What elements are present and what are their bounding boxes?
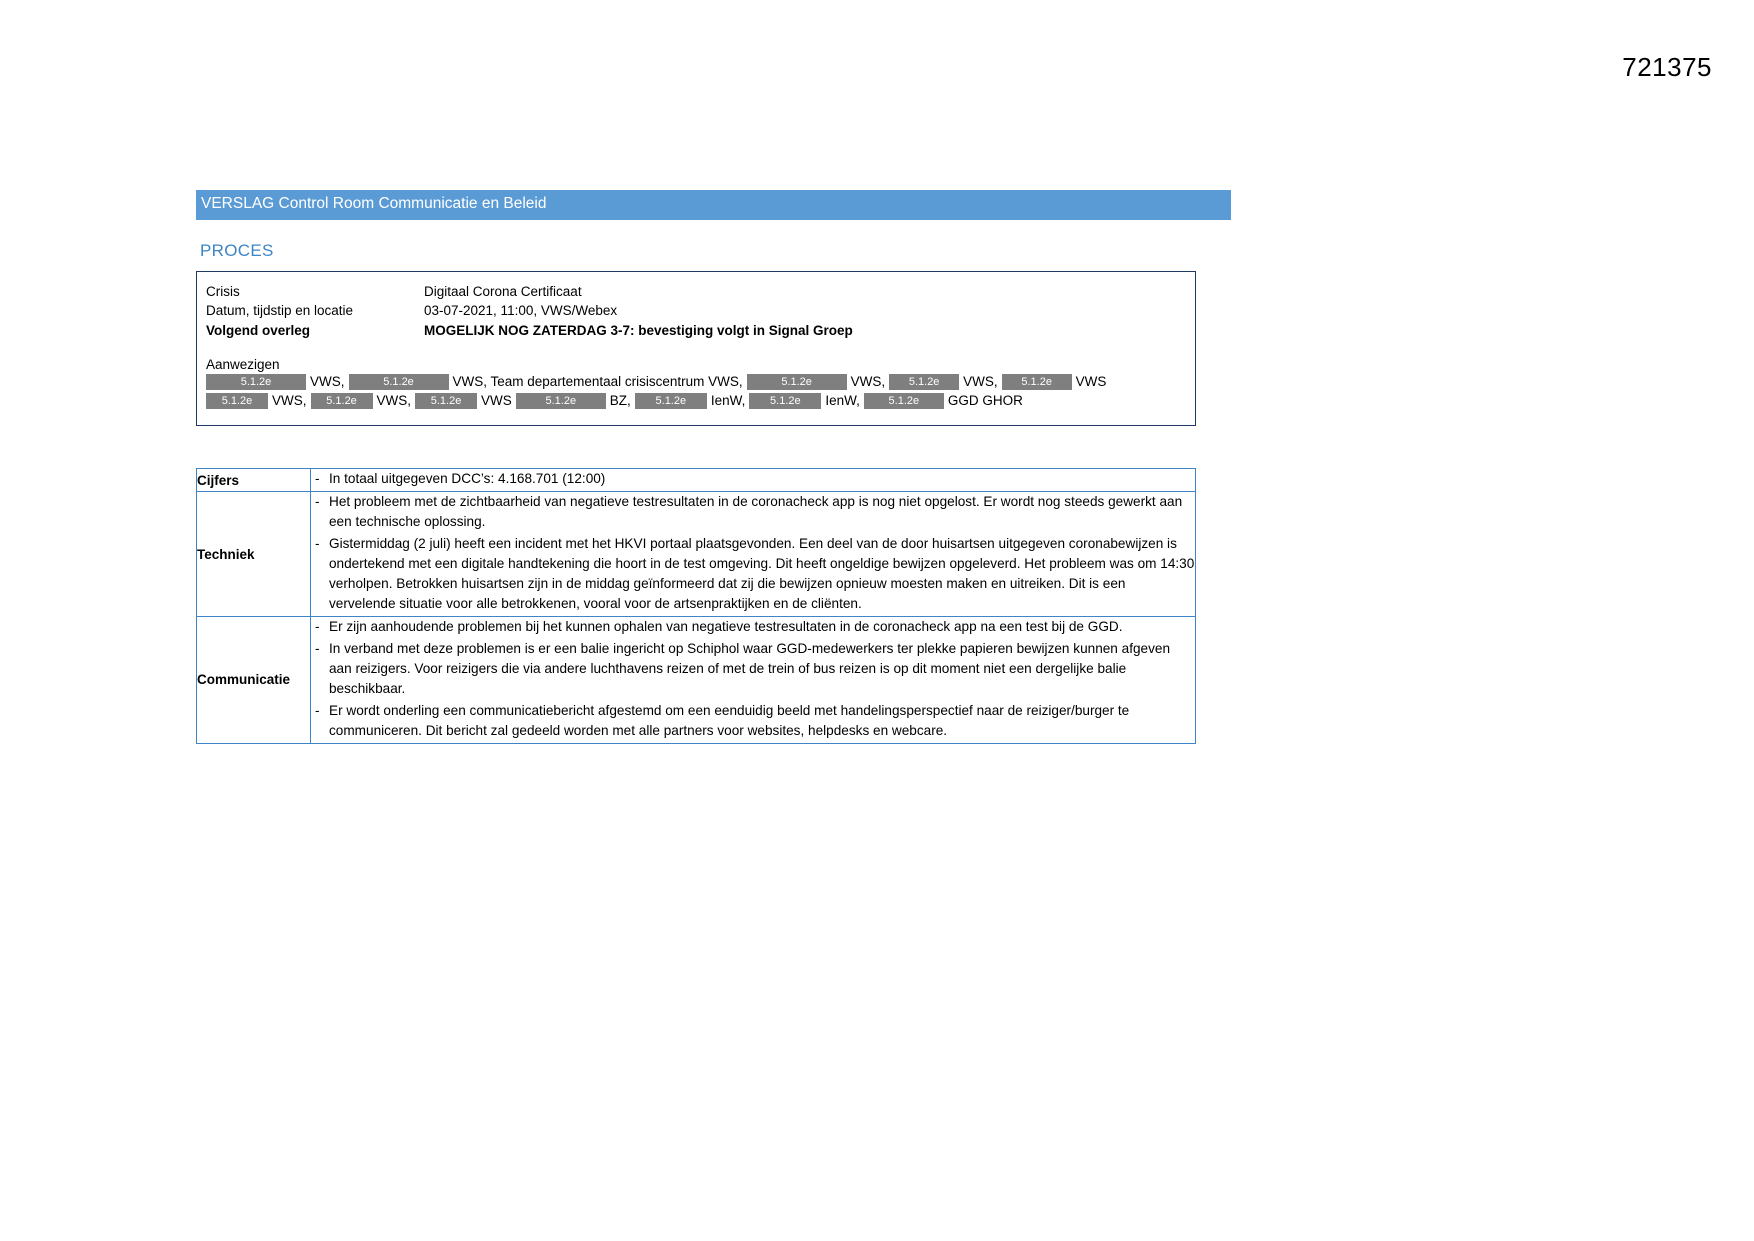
redaction-block: 5.1.2e <box>747 374 847 390</box>
document-title-bar: VERSLAG Control Room Communicatie en Beleid <box>196 190 1231 220</box>
meta-value-datum: 03-07-2021, 11:00, VWS/Webex <box>424 303 618 319</box>
bullet-item: - In totaal uitgegeven DCC’s: 4.168.701 (12:00) <box>311 469 1195 489</box>
table-row-content <box>311 617 1196 744</box>
meta-row-crisis <box>197 282 1195 302</box>
table-row-label: Cijfers <box>197 469 311 492</box>
meta-row-datum <box>197 301 1195 321</box>
redaction-block: 5.1.2e <box>889 374 959 390</box>
attendee-org-label: VWS, <box>376 393 412 409</box>
attendee-org-label: VWS, <box>850 374 886 390</box>
attendee-org-label: VWS, <box>963 374 998 390</box>
meta-row-volgend-overleg <box>197 321 1195 341</box>
table-row-label: Techniek <box>197 492 311 617</box>
bullet-item: - In verband met deze problemen is er een balie ingericht op Schiphol waar GGD-medewerkers ter plekke papieren bewijzen kunnen afgeven aan reizigers. Voor reizigers die via andere luchthavens reizen of met de trein of bus reizen is op dit moment niet een dergelijke balie beschikbaar. <box>311 639 1195 699</box>
attendee-org-label: VWS, Team departementaal crisiscentrum VWS, <box>452 374 743 390</box>
attendee-list <box>197 373 1195 409</box>
redaction-block: 5.1.2e <box>516 393 606 409</box>
table-row-label: Communicatie <box>197 617 311 744</box>
table-row <box>197 492 1196 617</box>
redaction-block: 5.1.2e <box>206 393 268 409</box>
redaction-block: 5.1.2e <box>1002 374 1072 390</box>
redaction-block: 5.1.2e <box>864 393 944 409</box>
redaction-block: 5.1.2e <box>349 374 449 390</box>
bullet-item: - Er wordt onderling een communicatiebericht afgestemd om een eenduidig beeld met handelingsperspectief naar de reiziger/burger te communiceren. Dit bericht zal gedeeld worden met alle partners voor websites, helpdesks en webcare. <box>311 701 1195 741</box>
redaction-block: 5.1.2e <box>749 393 821 409</box>
meta-value-volgend-overleg: MOGELIJK NOG ZATERDAG 3-7: bevestiging volgt in Signal Groep <box>424 322 853 338</box>
attendee-org-label: VWS, <box>272 393 307 409</box>
meta-label-datum: Datum, tijdstip en locatie <box>206 303 354 319</box>
meta-value-crisis: Digitaal Corona Certificaat <box>424 283 582 299</box>
table-row-content <box>311 492 1196 617</box>
section-heading-proces: PROCES <box>200 240 274 260</box>
attendee-org-label: VWS <box>1075 374 1107 390</box>
redaction-block: 5.1.2e <box>635 393 707 409</box>
page-number: 721375 <box>1622 52 1712 82</box>
attendee-org-label: BZ, <box>609 393 631 409</box>
redaction-block: 5.1.2e <box>206 374 306 390</box>
attendee-org-label: GGD GHOR <box>947 393 1023 409</box>
document-body <box>196 190 1231 744</box>
attendee-org-label: IenW, <box>710 393 746 409</box>
attendee-line <box>206 373 1195 390</box>
aanwezigen-label: Aanwezigen <box>206 357 280 373</box>
bullet-item: - Gistermiddag (2 juli) heeft een incident met het HKVI portaal plaatsgevonden. Een deel van de door huisartsen uitgegeven coronabewijzen is ondertekend met een digitale handtekening die hoort in de test omgeving. Dit heeft ongeldige bewijzen opgeleverd. Het probleem was om 14:30 verholpen. Betrokken huisartsen zijn in de middag geïnformeerd dat zij die bewijzen opnieuw moesten maken en uitreiken. Dit is een vervelende situatie voor alle betrokkenen, vooral voor de artsenpraktijken en de cliënten. <box>311 534 1195 614</box>
attendee-org-label: IenW, <box>825 393 860 409</box>
table-row <box>197 469 1196 492</box>
bullet-item: - Het probleem met de zichtbaarheid van negatieve testresultaten in de coronacheck app is nog niet opgelost. Er wordt nog steeds gewerkt aan een technische oplossing. <box>311 492 1195 532</box>
table-row <box>197 617 1196 744</box>
table-row-content <box>311 469 1196 492</box>
redaction-block: 5.1.2e <box>311 393 373 409</box>
attendee-line <box>206 392 1195 409</box>
attendee-org-label: VWS, <box>310 374 345 390</box>
bullet-item: - Er zijn aanhoudende problemen bij het kunnen ophalen van negatieve testresultaten in de coronacheck app na een test bij de GGD. <box>311 617 1195 637</box>
summary-table <box>196 468 1196 744</box>
redaction-block: 5.1.2e <box>415 393 477 409</box>
attendee-org-label: VWS <box>481 393 512 409</box>
proces-info-box <box>196 271 1196 427</box>
meta-label-volgend-overleg: Volgend overleg <box>206 322 311 338</box>
meta-label-crisis: Crisis <box>206 283 240 299</box>
